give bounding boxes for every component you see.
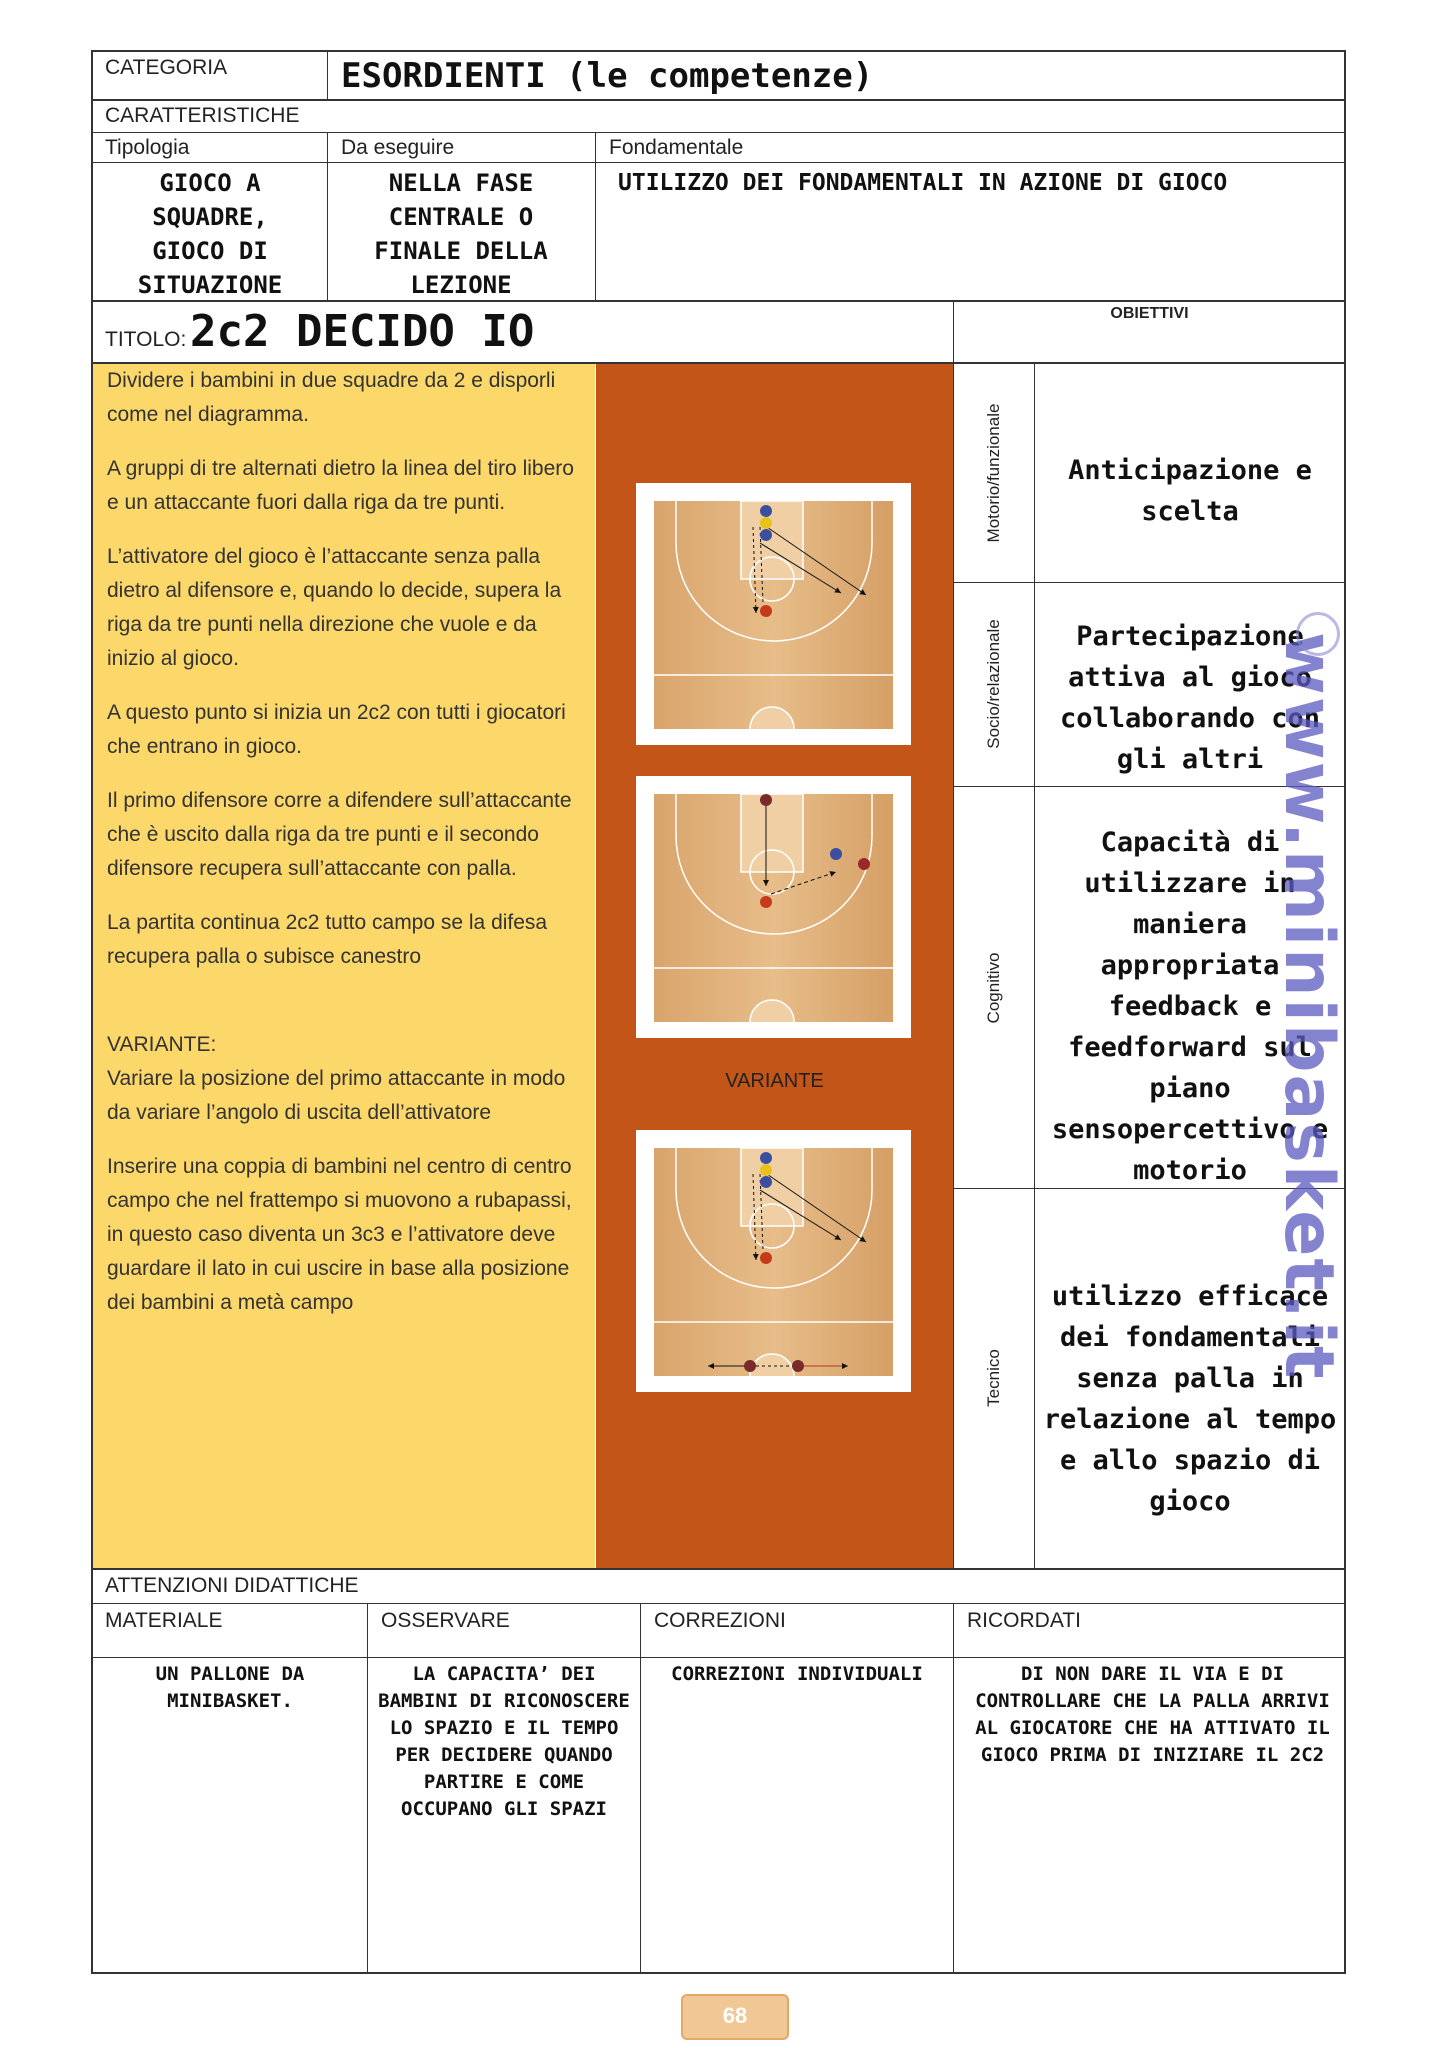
description-panel bbox=[93, 364, 595, 1568]
da-eseguire-value: NELLA FASE CENTRALE O FINALE DELLA LEZIONE bbox=[374, 169, 548, 299]
court-1-svg bbox=[636, 483, 911, 745]
fondamentale-label: Fondamentale bbox=[609, 136, 744, 159]
ricordati-header: RICORDATI bbox=[967, 1609, 1081, 1632]
description-paragraph: Dividere i bambini in due squadre da 2 e disporli come nel diagramma. bbox=[107, 369, 556, 426]
variante-heading: VARIANTE: bbox=[107, 1033, 217, 1056]
watermark-logo: www.minibasket.it bbox=[1269, 632, 1348, 1381]
osservare-content: LA CAPACITA’ DEI BAMBINI DI RICONOSCERE LO SPAZIO E IL TEMPO PER DECIDERE QUANDO PARTIRE E COME OCCUPANO GLI SPAZI bbox=[378, 1663, 630, 1820]
basketball-icon bbox=[1296, 612, 1340, 656]
objective-category-motorio: Motorio/funzionale bbox=[984, 403, 1003, 543]
variante-diagram-label: VARIANTE bbox=[725, 1070, 824, 1092]
description-paragraph: Il primo difensore corre a difendere sull’attaccante che è uscito dalla riga da tre punti e il secondo difensore recupera sull’attaccante con palla. bbox=[107, 789, 572, 880]
description-paragraph: A questo punto si inizia un 2c2 con tutti i giocatori che entrano in gioco. bbox=[107, 701, 566, 758]
caratteristiche-label: CARATTERISTICHE bbox=[105, 104, 300, 127]
tipologia-label: Tipologia bbox=[105, 136, 190, 159]
correzioni-content: CORREZIONI INDIVIDUALI bbox=[671, 1663, 923, 1685]
description-paragraphs bbox=[107, 364, 581, 1320]
ricordati-content: DI NON DARE IL VIA E DI CONTROLLARE CHE LA PALLA ARRIVI AL GIOCATORE CHE HA ATTIVATO IL GIOCO PRIMA DI INIZIARE IL 2C2 bbox=[975, 1663, 1330, 1766]
osservare-header: OSSERVARE bbox=[381, 1609, 510, 1632]
categoria-value: ESORDIENTI (le competenze) bbox=[341, 56, 874, 96]
objective-category-socio: Socio/relazionale bbox=[984, 619, 1003, 749]
court-diagram-3 bbox=[636, 1130, 911, 1392]
court-diagram-2 bbox=[636, 776, 911, 1038]
titolo-value: 2c2 DECIDO IO bbox=[190, 306, 535, 357]
description-paragraph: La partita continua 2c2 tutto campo se la difesa recupera palla o subisce canestro bbox=[107, 911, 548, 968]
objective-text-socio: Partecipazione attiva al gioco collaborando con gli altri bbox=[1059, 621, 1321, 775]
objective-category-cognitivo: Cognitivo bbox=[984, 952, 1003, 1024]
titolo-label: TITOLO: bbox=[105, 328, 187, 351]
materiale-content: UN PALLONE DA MINIBASKET. bbox=[155, 1663, 305, 1712]
fondamentale-value: UTILIZZO DEI FONDAMENTALI IN AZIONE DI GIOCO bbox=[618, 170, 1228, 196]
court-diagram-1 bbox=[636, 483, 911, 745]
objective-text-motorio: Anticipazione e scelta bbox=[1068, 455, 1312, 527]
variante-paragraph: Inserire una coppia di bambini nel centro di centro campo che nel frattempo si muovono a rubapassi, in questo caso diventa un 3c3 e l’attivatore deve guardare il lato in cui uscire in base alla posizione dei bambini a metà campo bbox=[107, 1155, 572, 1314]
description-paragraph: L’attivatore del gioco è l’attaccante senza palla dietro al difensore e, quando lo decide, supera la riga da tre punti nella direzione che vuole e da inizio al gioco. bbox=[107, 545, 562, 670]
obiettivi-label: OBIETTIVI bbox=[1110, 305, 1189, 322]
attenzioni-label: ATTENZIONI DIDATTICHE bbox=[105, 1574, 359, 1597]
materiale-header: MATERIALE bbox=[105, 1609, 223, 1632]
objective-text-cognitivo: Capacità di utilizzare in maniera appropriata feedback e feedforward sul piano sensopercettivo e motorio bbox=[1051, 827, 1329, 1186]
categoria-label: CATEGORIA bbox=[105, 56, 228, 79]
tipologia-value: GIOCO A SQUADRE, GIOCO DI SITUAZIONE bbox=[137, 169, 283, 299]
court-3-svg bbox=[636, 1130, 911, 1392]
variante-paragraph: Variare la posizione del primo attaccante in modo da variare l’angolo di uscita dell’attivatore bbox=[107, 1067, 566, 1124]
page-number: 68 bbox=[681, 1994, 789, 2040]
objective-text-tecnico: utilizzo efficace dei fondamentali senza palla in relazione al tempo e allo spazio di gioco bbox=[1043, 1281, 1337, 1517]
da-eseguire-label: Da eseguire bbox=[341, 136, 455, 159]
objective-category-tecnico: Tecnico bbox=[984, 1349, 1003, 1407]
correzioni-header: CORREZIONI bbox=[654, 1609, 786, 1632]
court-2-svg bbox=[636, 776, 911, 1038]
description-paragraph: A gruppi di tre alternati dietro la linea del tiro libero e un attaccante fuori dalla riga da tre punti. bbox=[107, 457, 574, 514]
